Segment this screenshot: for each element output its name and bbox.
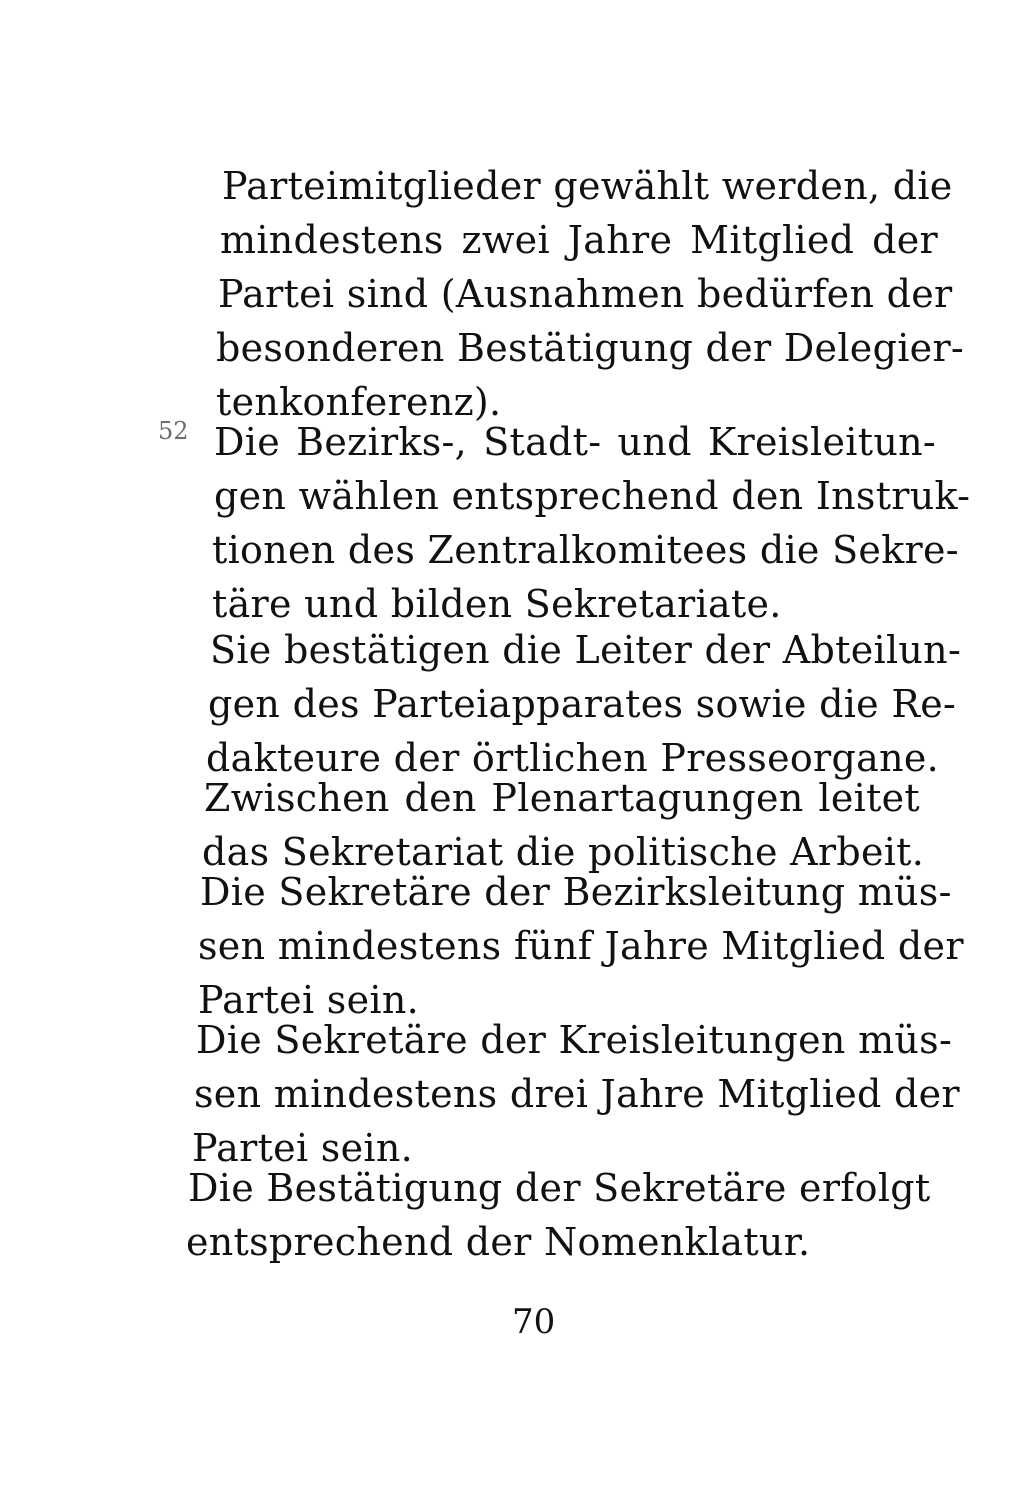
text-line: Parteimitglieder gewählt werden, die: [222, 164, 953, 208]
page-number: 70: [512, 1302, 556, 1342]
text-line: entsprechend der Nomenklatur.: [186, 1220, 811, 1264]
text-line: Partei sein.: [198, 978, 419, 1022]
text-line: sen mindestens drei Jahre Mitglied der: [194, 1072, 960, 1116]
text-line: Die Sekretäre der Bezirksleitung müs-: [200, 870, 952, 914]
text-line: Die Bezirks-, Stadt- und Kreisleitun-: [214, 420, 936, 464]
text-line: dakteure der örtlichen Presseorgane.: [206, 736, 940, 780]
text-line: tionen des Zentralkomitees die Sekre-: [212, 528, 959, 572]
text-line: sen mindestens fünf Jahre Mitglied der: [198, 924, 964, 968]
margin-paragraph-number: 52: [158, 417, 189, 445]
text-line: Partei sind (Ausnahmen bedürfen der: [218, 272, 953, 316]
text-line: Die Sekretäre der Kreisleitungen müs-: [196, 1018, 953, 1062]
text-line: gen wählen entsprechend den Instruk-: [214, 474, 971, 518]
text-line: täre und bilden Sekretariate.: [212, 582, 782, 626]
text-line: tenkonferenz).: [216, 380, 502, 424]
text-line: Zwischen den Plenartagungen leitet: [204, 776, 920, 820]
text-line: Partei sein.: [192, 1126, 413, 1170]
text-line: gen des Parteiapparates sowie die Re-: [208, 682, 957, 726]
text-line: besonderen Bestätigung der Delegier-: [216, 326, 965, 370]
text-line: Sie bestätigen die Leiter der Abteilun-: [210, 628, 962, 672]
text-line: das Sekretariat die politische Arbeit.: [202, 830, 925, 874]
text-line: mindestens zwei Jahre Mitglied der: [220, 218, 938, 262]
text-line: Die Bestätigung der Sekretäre erfolgt: [188, 1166, 931, 1210]
